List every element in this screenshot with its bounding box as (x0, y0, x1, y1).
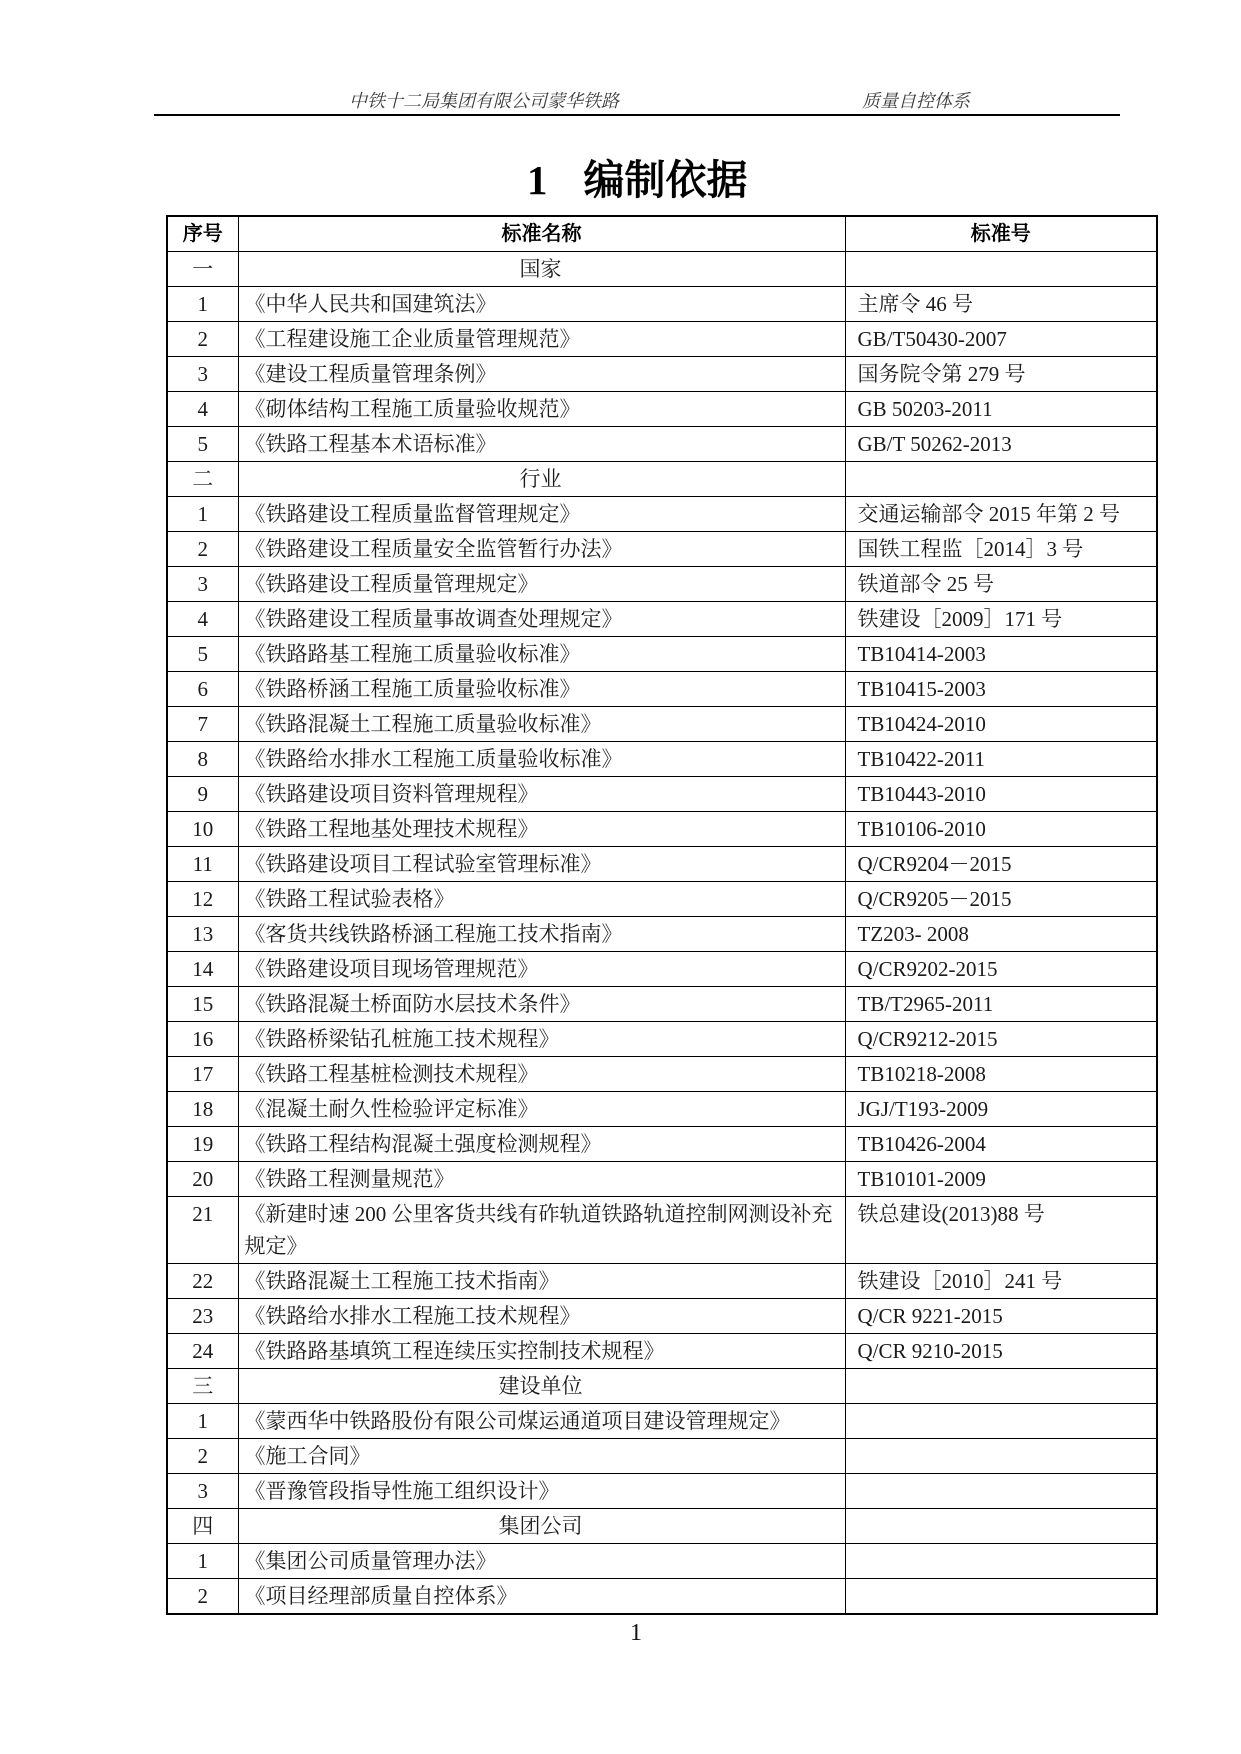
row-number: 5 (167, 427, 238, 462)
table-row (167, 1022, 1157, 1057)
standard-code: TZ203- 2008 (845, 917, 1157, 952)
row-number: 2 (167, 322, 238, 357)
standard-name: 《铁路建设项目资料管理规程》 (238, 777, 845, 812)
standard-code: 铁建设［2009］171 号 (845, 602, 1157, 637)
row-number: 18 (167, 1092, 238, 1127)
standard-name: 《晋豫管段指导性施工组织设计》 (238, 1474, 845, 1509)
standard-code: 交通运输部令 2015 年第 2 号 (845, 497, 1157, 532)
standard-code (845, 1404, 1157, 1439)
row-number: 6 (167, 672, 238, 707)
table-body (167, 252, 1157, 1615)
column-header-name: 标准名称 (238, 216, 845, 252)
section-heading-number: 1 (527, 157, 548, 203)
table-row (167, 1127, 1157, 1162)
table-row (167, 952, 1157, 987)
row-number: 15 (167, 987, 238, 1022)
standard-name: 《施工合同》 (238, 1439, 845, 1474)
section-title: 行业 (238, 462, 845, 497)
standard-code: Q/CR9212-2015 (845, 1022, 1157, 1057)
column-header-number: 序号 (167, 216, 238, 252)
standard-code (845, 1544, 1157, 1579)
row-number: 17 (167, 1057, 238, 1092)
standard-code: TB10106-2010 (845, 812, 1157, 847)
page-number: 1 (630, 1620, 642, 1646)
row-number: 4 (167, 602, 238, 637)
standard-code: TB10443-2010 (845, 777, 1157, 812)
standard-name: 《铁路混凝土工程施工质量验收标准》 (238, 707, 845, 742)
standard-name: 《铁路工程基本术语标准》 (238, 427, 845, 462)
table-row (167, 917, 1157, 952)
row-number: 16 (167, 1022, 238, 1057)
standard-name: 《铁路建设工程质量事故调查处理规定》 (238, 602, 845, 637)
row-number: 10 (167, 812, 238, 847)
table-row (167, 1579, 1157, 1615)
standard-name: 《客货共线铁路桥涵工程施工技术指南》 (238, 917, 845, 952)
section-heading (527, 156, 748, 204)
standard-name: 《铁路工程结构混凝土强度检测规程》 (238, 1127, 845, 1162)
standard-name: 《集团公司质量管理办法》 (238, 1544, 845, 1579)
standard-name: 《铁路建设项目现场管理规范》 (238, 952, 845, 987)
table-row (167, 1299, 1157, 1334)
standard-name: 《铁路工程测量规范》 (238, 1162, 845, 1197)
standard-code: 国务院令第 279 号 (845, 357, 1157, 392)
standard-name: 《项目经理部质量自控体系》 (238, 1579, 845, 1615)
standard-name: 《砌体结构工程施工质量验收规范》 (238, 392, 845, 427)
table-row (167, 987, 1157, 1022)
row-number: 1 (167, 1544, 238, 1579)
standard-name: 《铁路建设工程质量监督管理规定》 (238, 497, 845, 532)
row-number: 4 (167, 392, 238, 427)
standard-name: 《蒙西华中铁路股份有限公司煤运通道项目建设管理规定》 (238, 1404, 845, 1439)
standard-code: GB/T50430-2007 (845, 322, 1157, 357)
standard-name: 《铁路混凝土工程施工技术指南》 (238, 1264, 845, 1299)
table-row (167, 1197, 1157, 1264)
table-row (167, 1092, 1157, 1127)
standard-name: 《中华人民共和国建筑法》 (238, 287, 845, 322)
section-row (167, 1509, 1157, 1544)
table-row (167, 532, 1157, 567)
standard-name: 《铁路桥涵工程施工质量验收标准》 (238, 672, 845, 707)
standard-name: 《铁路工程地基处理技术规程》 (238, 812, 845, 847)
standards-table (166, 215, 1158, 1615)
row-number: 3 (167, 567, 238, 602)
standard-name: 《建设工程质量管理条例》 (238, 357, 845, 392)
section-code-cell (845, 252, 1157, 287)
section-number: 一 (167, 252, 238, 287)
standard-code: Q/CR 9210-2015 (845, 1334, 1157, 1369)
standard-code: Q/CR9204－2015 (845, 847, 1157, 882)
table-row (167, 812, 1157, 847)
standard-code: TB10424-2010 (845, 707, 1157, 742)
table-row (167, 707, 1157, 742)
table-row (167, 672, 1157, 707)
section-code-cell (845, 462, 1157, 497)
row-number: 24 (167, 1334, 238, 1369)
standard-name: 《铁路建设工程质量安全监管暂行办法》 (238, 532, 845, 567)
standard-code: TB10414-2003 (845, 637, 1157, 672)
table-row (167, 847, 1157, 882)
table-row (167, 1439, 1157, 1474)
standard-code: Q/CR9205－2015 (845, 882, 1157, 917)
standard-code: GB 50203-2011 (845, 392, 1157, 427)
row-number: 22 (167, 1264, 238, 1299)
table-row (167, 392, 1157, 427)
standard-name: 《铁路桥梁钻孔桩施工技术规程》 (238, 1022, 845, 1057)
section-title: 国家 (238, 252, 845, 287)
row-number: 1 (167, 497, 238, 532)
row-number: 11 (167, 847, 238, 882)
row-number: 5 (167, 637, 238, 672)
standard-code (845, 1439, 1157, 1474)
section-row (167, 462, 1157, 497)
section-code-cell (845, 1509, 1157, 1544)
standard-code: 铁总建设(2013)88 号 (845, 1197, 1157, 1264)
row-number: 2 (167, 1439, 238, 1474)
section-title: 集团公司 (238, 1509, 845, 1544)
table-row (167, 602, 1157, 637)
table-row (167, 1544, 1157, 1579)
row-number: 23 (167, 1299, 238, 1334)
row-number: 21 (167, 1197, 238, 1264)
row-number: 3 (167, 1474, 238, 1509)
table-row (167, 1264, 1157, 1299)
standard-code: TB10426-2004 (845, 1127, 1157, 1162)
section-heading-text: 编制依据 (583, 157, 748, 203)
table-row (167, 1474, 1157, 1509)
table-row (167, 777, 1157, 812)
standard-code: TB10422-2011 (845, 742, 1157, 777)
row-number: 1 (167, 287, 238, 322)
standard-code: TB10218-2008 (845, 1057, 1157, 1092)
table-row (167, 357, 1157, 392)
standard-code: TB/T2965-2011 (845, 987, 1157, 1022)
standard-code (845, 1474, 1157, 1509)
standard-name: 《铁路给水排水工程施工技术规程》 (238, 1299, 845, 1334)
standard-code: JGJ/T193-2009 (845, 1092, 1157, 1127)
standard-code: 国铁工程监［2014］3 号 (845, 532, 1157, 567)
standard-code: 铁建设［2010］241 号 (845, 1264, 1157, 1299)
section-code-cell (845, 1369, 1157, 1404)
standard-name: 《铁路工程试验表格》 (238, 882, 845, 917)
table-row (167, 1404, 1157, 1439)
row-number: 3 (167, 357, 238, 392)
row-number: 2 (167, 532, 238, 567)
table-row (167, 497, 1157, 532)
header-rule (154, 114, 1120, 116)
standard-code: 主席令 46 号 (845, 287, 1157, 322)
standard-code: Q/CR9202-2015 (845, 952, 1157, 987)
standard-code: 铁道部令 25 号 (845, 567, 1157, 602)
table-row (167, 882, 1157, 917)
section-number: 三 (167, 1369, 238, 1404)
section-number: 四 (167, 1509, 238, 1544)
table-row (167, 1162, 1157, 1197)
section-title: 建设单位 (238, 1369, 845, 1404)
standard-code: GB/T 50262-2013 (845, 427, 1157, 462)
standard-name: 《铁路建设工程质量管理规定》 (238, 567, 845, 602)
standard-name: 《新建时速 200 公里客货共线有砟轨道铁路轨道控制网测设补充规定》 (238, 1197, 845, 1264)
section-row (167, 1369, 1157, 1404)
standard-name: 《工程建设施工企业质量管理规范》 (238, 322, 845, 357)
table-row (167, 567, 1157, 602)
header-document-title: 质量自控体系 (862, 91, 970, 111)
standard-name: 《铁路建设项目工程试验室管理标准》 (238, 847, 845, 882)
section-number: 二 (167, 462, 238, 497)
row-number: 8 (167, 742, 238, 777)
row-number: 1 (167, 1404, 238, 1439)
table-header-row (167, 216, 1157, 252)
standard-name: 《混凝土耐久性检验评定标准》 (238, 1092, 845, 1127)
standard-code: TB10101-2009 (845, 1162, 1157, 1197)
standard-code (845, 1579, 1157, 1615)
row-number: 14 (167, 952, 238, 987)
row-number: 13 (167, 917, 238, 952)
header-company: 中铁十二局集团有限公司蒙华铁路 (349, 91, 619, 111)
section-row (167, 252, 1157, 287)
standard-name: 《铁路给水排水工程施工质量验收标准》 (238, 742, 845, 777)
standard-code: TB10415-2003 (845, 672, 1157, 707)
row-number: 2 (167, 1579, 238, 1615)
row-number: 19 (167, 1127, 238, 1162)
standard-code: Q/CR 9221-2015 (845, 1299, 1157, 1334)
standard-name: 《铁路路基工程施工质量验收标准》 (238, 637, 845, 672)
table-row (167, 322, 1157, 357)
row-number: 20 (167, 1162, 238, 1197)
row-number: 7 (167, 707, 238, 742)
standard-name: 《铁路路基填筑工程连续压实控制技术规程》 (238, 1334, 845, 1369)
table-row (167, 427, 1157, 462)
standard-name: 《铁路工程基桩检测技术规程》 (238, 1057, 845, 1092)
row-number: 12 (167, 882, 238, 917)
table-row (167, 1057, 1157, 1092)
table-row (167, 637, 1157, 672)
column-header-code: 标准号 (845, 216, 1157, 252)
table-row (167, 742, 1157, 777)
table-row (167, 1334, 1157, 1369)
row-number: 9 (167, 777, 238, 812)
table-row (167, 287, 1157, 322)
standard-name: 《铁路混凝土桥面防水层技术条件》 (238, 987, 845, 1022)
